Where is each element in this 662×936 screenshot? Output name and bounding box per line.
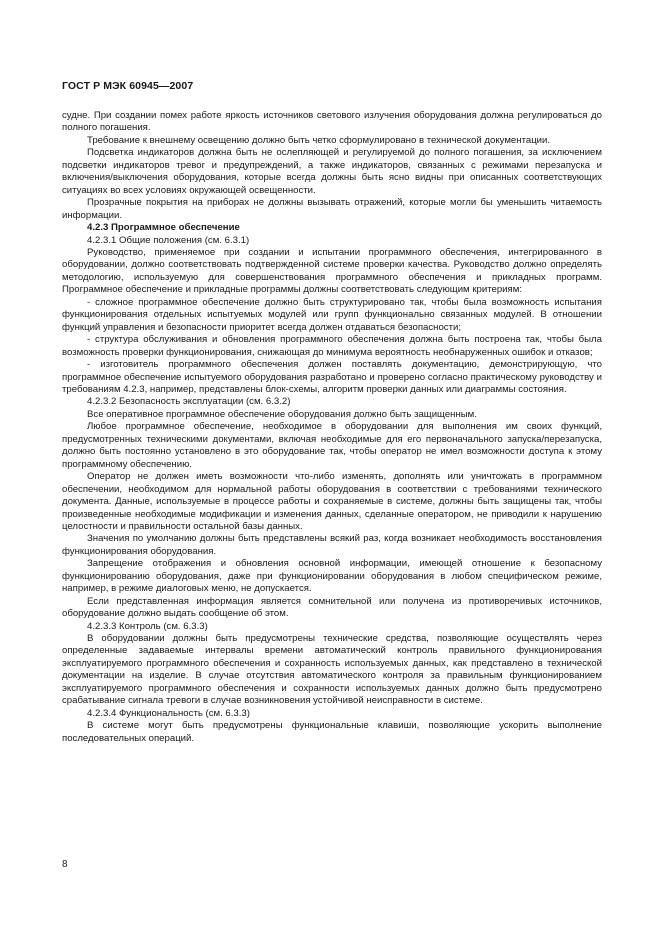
subsection-heading-general: 4.2.3.1 Общие положения (см. 6.3.1) xyxy=(87,234,250,246)
page-number: 8 xyxy=(62,859,68,870)
list-item-maintenance-structure: - структура обслуживания и обновления программного обеспечения должна быть построена так, чтобы была возможность проверки функционирования, снижающая до минимума вероятность необнаруженных ошибок и отказов; xyxy=(62,334,602,358)
section-heading-software: 4.2.3 Программное обеспечение xyxy=(87,222,240,234)
paragraph-external-lighting: Требование к внешнему освещению должно быть четко сформулировано в технической документации. xyxy=(87,134,551,146)
paragraph-transparent-covers: Прозрачные покрытия на приборах не должны вызывать отражений, которые могли бы уменьшить читаемость информации. xyxy=(62,197,602,221)
subsection-heading-operational-security: 4.2.3.2 Безопасность эксплуатации (см. 6.3.2) xyxy=(87,396,291,408)
paragraph-software-guidance: Руководство, применяемое при создании и испытании программного обеспечения, интегрированного в оборудовании, должно соответствовать подтвержденной системе проверки качества. Руководство должно определять методологию, используемую для совершенствования программного обеспечения и прикладных программ. Программное обеспечение и прикладные программы должны соответствовать следующим критериям: xyxy=(62,246,602,296)
paragraph-illumination-continued: судне. При создании помех работе яркость источников светового излучения оборудования должна регулироваться до полного погашения. xyxy=(62,110,602,134)
subsection-heading-functionality: 4.2.3.4 Функциональность (см. 6.3.3) xyxy=(87,707,250,719)
list-item-structured-software: - сложное программное обеспечение должно быть структурировано так, чтобы была возможность испытания функционирования отдельных испытуемых модулей или групп функционально связанных модулей. В отношении функций управления и безопасности приоритет всегда должен отдаваться безопасности; xyxy=(62,296,602,333)
paragraph-software-installed: Любое программное обеспечение, необходимое в оборудовании для выполнения им своих функций, предусмотренных техническими документами, включая необходимые для его первоначального запуска/перезапуска, должно быть постоянно установлено в это оборудование так, чтобы оператор не имел возможности доступа к этому программному обеспечению. xyxy=(62,421,602,470)
paragraph-software-protected: Все оперативное программное обеспечение оборудования должно быть защищенным. xyxy=(87,408,477,420)
document-header: ГОСТ Р МЭК 60945—2007 xyxy=(62,80,194,92)
paragraph-automatic-monitoring: В оборудовании должны быть предусмотрены технические средства, позволяющие осуществлять через определенные задаваемые интервалы времени автоматический контроль правильного функционирования эксплуатируемого программного обеспечения и сохранность используемых данных, как представлено в технической документации на изделие. В случае отсутствия автоматического контроля за правильным функционированием эксплуатируемого программного обеспечения и сохранности используемых данных должно быть предусмотрено срабатывание сигнала тревоги в случае возникновения устойчивой неисправности в системе. xyxy=(62,633,602,707)
subsection-heading-monitoring: 4.2.3.3 Контроль (см. 6.3.3) xyxy=(87,620,208,632)
paragraph-indicator-backlight: Подсветка индикаторов должна быть не ослепляющей и регулируемой до полного погашения, за исключением подсветки индикаторов тревог и предупреждений, а также индикаторов, связанных с режимами перезапуска и включения/выключения оборудования, которые всегда должны быть ясно видны при описанных соответствующих ситуациях во всех условиях окружающей освещенности. xyxy=(62,147,602,196)
paragraph-default-values: Значения по умолчанию должны быть представлены всякий раз, когда возникает необходимость восстановления функционирования оборудования. xyxy=(62,533,602,557)
paragraph-operator-restrictions: Оператор не должен иметь возможности что-либо изменять, дополнять или уничтожать в программном обеспечении, необходимом для нормальной работы оборудования в соответствии с требованиями технического документа. Данные, используемые в процессе работы и сохраняемые в системе, должны быть защищены так, чтобы произведенные необходимые модификации и изменения данных, сделанные оператором, не приводили к нарушению целостности и правильности остальной базы данных. xyxy=(62,471,602,532)
document-body xyxy=(62,110,602,745)
paragraph-display-prohibition: Запрещение отображения и обновления основной информации, имеющей отношение к безопасному функционированию оборудования, даже при функционировании оборудования в любом специфическом режиме, например, в режиме диалоговых меню, не допускается. xyxy=(62,558,602,595)
list-item-manufacturer-documentation: - изготовитель программного обеспечения должен поставлять документацию, демонстрирующую, что программное обеспечение испытуемого оборудования разработано и проверено согласно практическому руководству и требованиям 4.2.3, например, представлены блок-схемы, алгоритм проверки данных или диаграммы состояния. xyxy=(62,359,602,395)
paragraph-doubtful-information: Если представленная информация является сомнительной или получена из противоречивых источников, оборудование должно выдать сообщение об этом. xyxy=(62,595,602,620)
paragraph-function-keys: В системе могут быть предусмотрены функциональные клавиши, позволяющие ускорить выполнение последовательных операций. xyxy=(62,720,602,744)
